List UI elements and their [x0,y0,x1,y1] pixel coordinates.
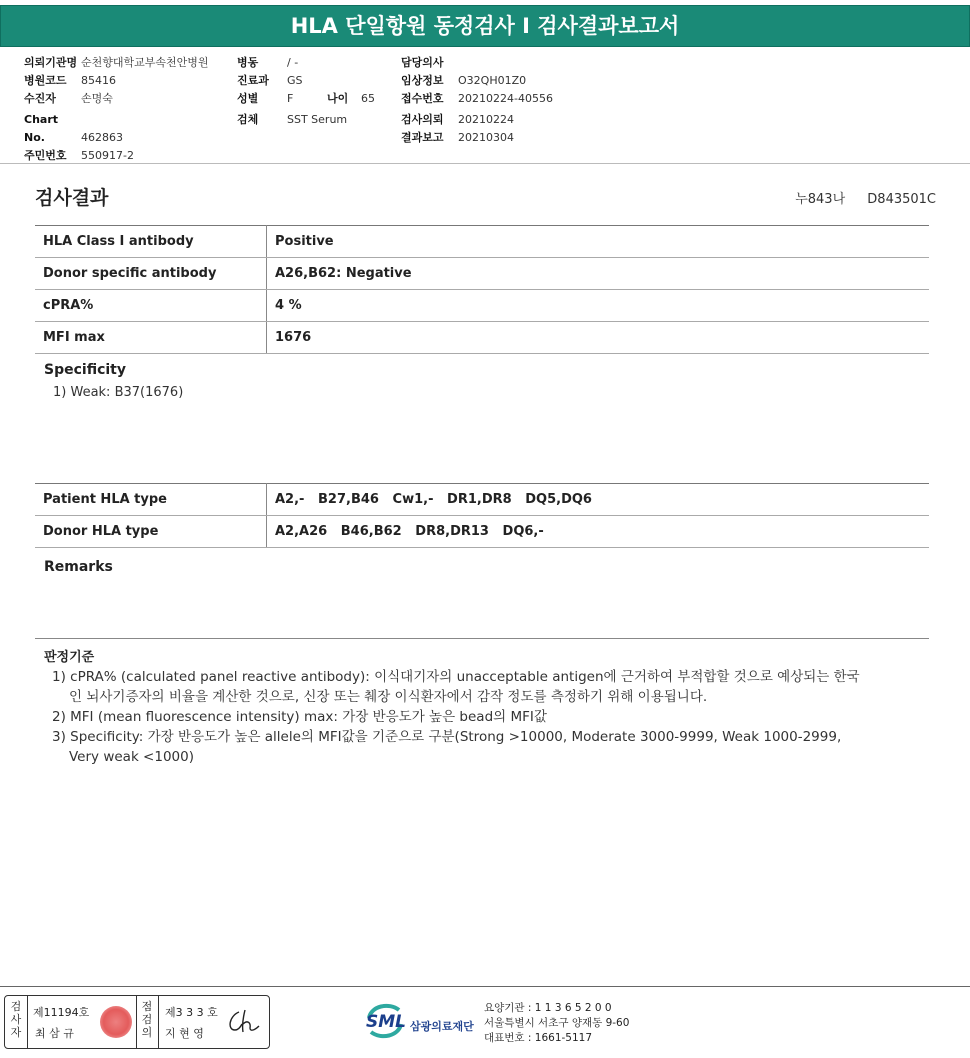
info-value: SST Serum [287,113,348,126]
code-1: 누843나 [795,192,846,207]
table-row [35,290,929,322]
addr-line: 요양기관 : 1 1 3 6 5 2 0 0 [484,1002,612,1014]
examiner-label [7,1000,25,1039]
info-key: 수진자 [24,92,56,105]
specificity-heading: Specificity [44,362,126,378]
criteria-item: 3) Specificity: 가장 반응도가 높은 allele의 MFI값을 기준으로 구분(Strong >10000, Moderate 3000-9999, Weak 1000-2999, Very weak <1000) [52,729,842,765]
info-key: 성별 [237,92,259,105]
info-key: 결과보고 [401,131,444,144]
info-key: 진료과 [237,74,269,87]
addr-line: 서울특별시 서초구 양재동 9-60 [484,1017,630,1029]
result-value: 1676 [267,322,930,354]
report-title: HLA 단일항원 동정검사 I 검사결과보고서 [0,5,970,47]
checker-number: 제3 3 3 호 [165,1006,218,1019]
info-value: 85416 [81,74,116,87]
hla-label: Patient HLA type [35,484,267,516]
header-col1 [24,54,209,165]
hla-label: Donor HLA type [35,516,267,548]
examiner-number: 제11194호 [33,1006,90,1019]
info-value: 65 [361,92,375,105]
box-divider [27,996,28,1048]
checker-label-char: 검 [141,1013,153,1026]
hla-value: A2,A26 B46,B62 DR8,DR13 DQ6,- [267,516,930,548]
info-value: 550917-2 [81,149,134,162]
info-key: 나이 [327,92,349,105]
checker-label [138,1000,156,1039]
table-row [35,516,929,548]
info-value: 462863 [81,131,123,144]
result-value: Positive [267,226,930,258]
addr-line: 대표번호 : 1661-5117 [484,1032,593,1044]
info-value: 20210304 [458,131,514,144]
code-2: D843501C [867,192,936,207]
box-divider [158,996,159,1048]
info-key: 검사의뢰 [401,113,444,126]
header-divider [0,163,970,164]
info-key: Chart No. [24,113,59,144]
examiner-name: 최 삼 규 [35,1027,74,1040]
info-value: 20210224-40556 [458,92,553,105]
info-key: 주민번호 [24,149,67,162]
checker-name: 지 현 영 [165,1027,204,1040]
criteria-heading: 판정기준 [44,650,95,665]
criteria-item: 2) MFI (mean fluorescence intensity) max: 가장 반응도가 높은 bead의 MFI값 [52,709,547,725]
logo-korean: 삼광의료재단 [410,1020,474,1033]
info-value: GS [287,74,303,87]
examiner-label-char: 자 [10,1026,22,1039]
box-divider [136,996,137,1048]
examiner-seal-icon [100,1006,132,1038]
signature-icon [225,1008,261,1036]
result-value: 4 % [267,290,930,322]
logo-text: SML [366,1012,406,1032]
info-value: F [287,92,294,105]
result-label: Donor specific antibody [35,258,267,290]
report-codes [795,188,936,207]
info-value: 순천향대학교부속천안병원 [81,56,209,69]
info-value: O32QH01Z0 [458,74,527,87]
remarks-heading: Remarks [44,559,113,575]
examiner-label-char: 사 [10,1013,22,1026]
result-value: A26,B62: Negative [267,258,930,290]
info-key: 임상정보 [401,74,444,87]
table-row [35,484,929,516]
info-key: 담당의사 [401,56,444,69]
result-label: cPRA% [35,290,267,322]
info-value: 손명숙 [81,92,113,105]
header-col2 [237,54,375,129]
table-row [35,226,929,258]
info-value: 20210224 [458,113,514,126]
criteria-divider [35,638,929,639]
hla-value: A2,- B27,B46 Cw1,- DR1,DR8 DQ5,DQ6 [267,484,930,516]
criteria-item: 1) cPRA% (calculated panel reactive antibody): 이식대기자의 unacceptable antigen에 근거하여 부적합할 것으로 예상되는 한국인 뇌사기증자의 비율을 계산한 것으로, 신장 또는 췌장 이식환자에서 감작 정도를 측정하기 위해 이용됩니다. [52,669,860,705]
info-value: / - [287,56,299,69]
checker-label-char: 점 [141,1000,153,1013]
criteria-list [52,667,872,767]
examiner-label-char: 검 [10,1000,22,1013]
info-key: 병원코드 [24,74,67,87]
footer-divider [0,986,970,987]
info-key: 의뢰기관명 [24,56,78,69]
info-key: 접수번호 [401,92,444,105]
table-row [35,322,929,354]
info-key: 병동 [237,56,259,69]
result-label: HLA Class I antibody [35,226,267,258]
table-row [35,258,929,290]
section-title: 검사결과 [35,187,109,209]
signature-box [4,995,270,1049]
results-table [35,225,929,354]
info-key: 검체 [237,113,259,126]
institution-address [484,1001,629,1046]
checker-label-char: 의 [141,1026,153,1039]
result-label: MFI max [35,322,267,354]
hla-type-table [35,483,929,548]
specificity-line: 1) Weak: B37(1676) [53,385,184,400]
header-col3 [401,54,553,147]
